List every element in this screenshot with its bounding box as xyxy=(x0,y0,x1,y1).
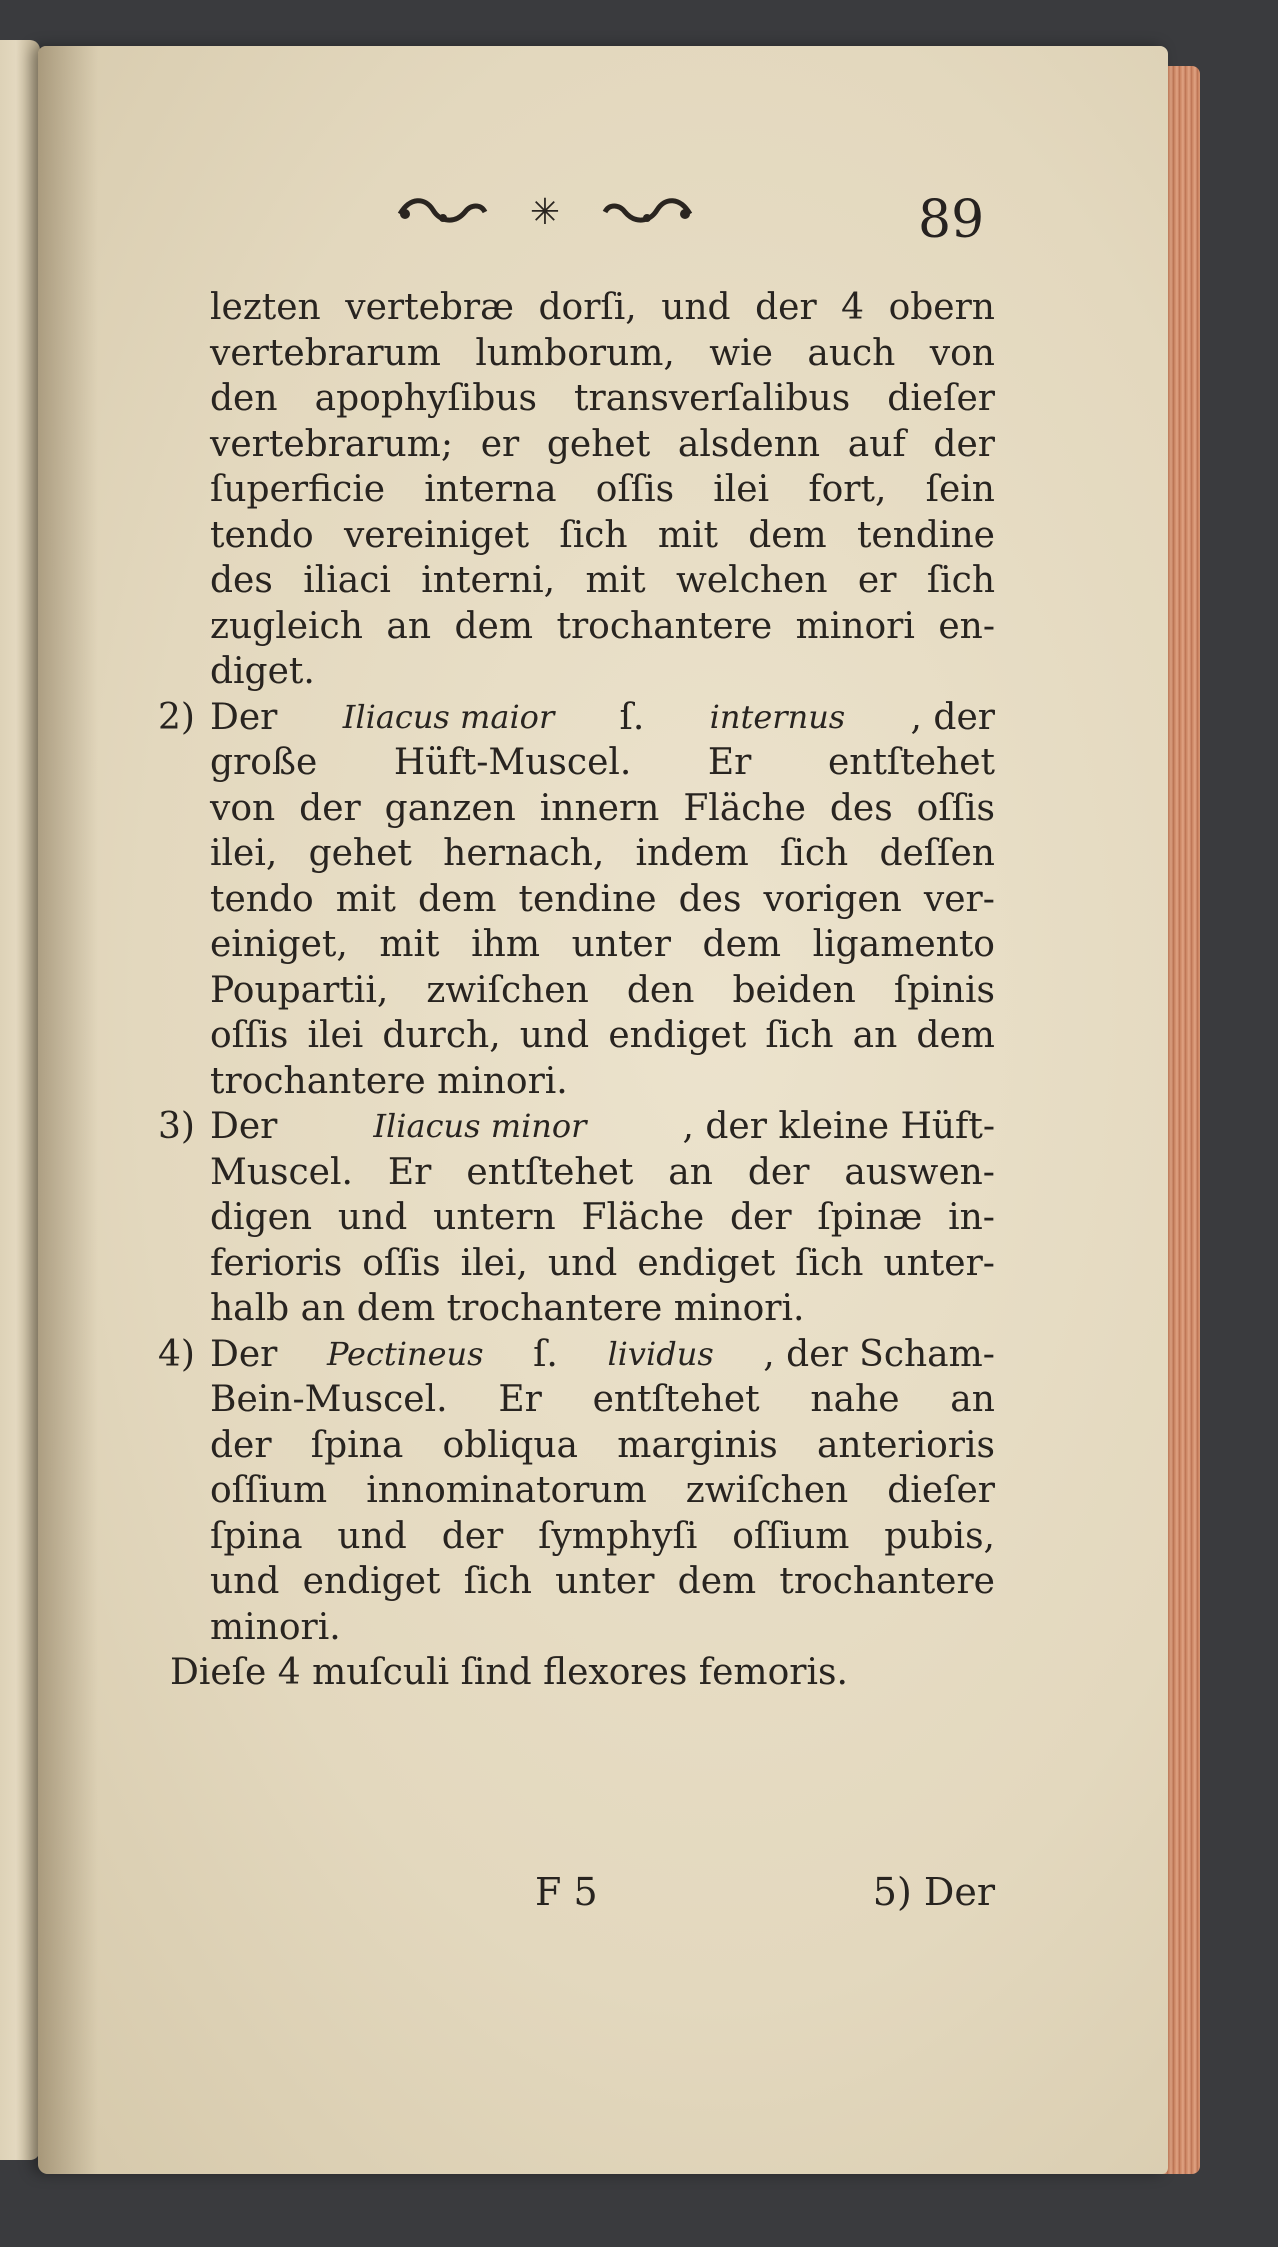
text-line xyxy=(210,1013,995,1059)
word: tendine xyxy=(856,514,995,556)
text-line xyxy=(210,467,995,513)
word: vertebræ xyxy=(345,287,514,328)
text-line xyxy=(210,376,995,422)
heading-word: , der Scham- xyxy=(763,1333,995,1375)
ornament-right-scroll-icon xyxy=(600,192,695,232)
word: endiget xyxy=(302,1561,441,1602)
word: unter xyxy=(555,1561,655,1602)
word: ferioris xyxy=(210,1242,343,1284)
word: und xyxy=(519,1015,590,1056)
section-number: 2) xyxy=(158,696,195,738)
word: und xyxy=(337,1515,407,1557)
word: anterioris xyxy=(816,1424,995,1466)
section-heading xyxy=(158,695,995,741)
word: Bein-Muscel. xyxy=(210,1379,448,1420)
word: ſpinæ xyxy=(817,1197,923,1238)
section-heading xyxy=(158,1332,995,1378)
word: pubis, xyxy=(884,1515,995,1557)
word: oſſis xyxy=(916,787,995,829)
word: Fläche xyxy=(683,787,806,829)
text-line xyxy=(210,1559,995,1605)
word: dem xyxy=(677,1561,757,1602)
word: und xyxy=(661,287,731,328)
word: gehet xyxy=(546,423,651,465)
word: lumborum, xyxy=(475,332,675,374)
text-line xyxy=(210,513,995,559)
page-footer xyxy=(210,1870,995,1920)
closing-line: Dieſe 4 muſculi ſind flexores femoris. xyxy=(170,1652,848,1693)
word: apophyſibus xyxy=(314,378,537,419)
word: vertebrarum; xyxy=(210,423,453,465)
word: dem xyxy=(454,605,534,647)
word: dorſi, xyxy=(538,287,637,328)
word: en- xyxy=(938,605,995,647)
word: und xyxy=(210,1561,280,1602)
word: oſſium xyxy=(732,1515,850,1557)
text-line xyxy=(210,1423,995,1469)
text-line xyxy=(210,1514,995,1560)
word: ganzen xyxy=(384,787,516,829)
word: und xyxy=(547,1242,618,1284)
word: trochantere xyxy=(556,605,773,647)
word: dieſer xyxy=(887,378,995,419)
text-line: minori. xyxy=(210,1606,341,1648)
word: durch, xyxy=(382,1015,501,1056)
word: des xyxy=(210,560,273,601)
word: interni, xyxy=(421,560,556,601)
word: entſtehet xyxy=(466,1151,634,1193)
word: des xyxy=(829,787,893,829)
text-line xyxy=(210,968,995,1014)
word: der xyxy=(299,787,361,829)
heading-word: ſ. xyxy=(619,696,645,738)
word: ſich xyxy=(463,1561,532,1602)
word: der xyxy=(747,1151,810,1193)
header-ornament xyxy=(395,182,695,242)
word: ilei xyxy=(713,469,770,510)
text-line xyxy=(210,331,995,377)
word: Er xyxy=(707,742,752,783)
word: alsdenn xyxy=(677,423,821,465)
word: Er xyxy=(387,1151,432,1193)
muscle-sections xyxy=(158,695,995,1651)
word: oſſis xyxy=(362,1242,441,1284)
word: der xyxy=(755,287,817,328)
word: Muscel. xyxy=(210,1151,353,1193)
word: zugleich xyxy=(210,605,363,647)
word: trochantere xyxy=(779,1561,995,1602)
ornament-left-scroll-icon xyxy=(395,192,490,232)
heading-word: , der kleine Hüft- xyxy=(682,1106,995,1147)
word: ſuperficie xyxy=(210,469,386,510)
word: beiden xyxy=(732,969,856,1011)
word: er xyxy=(480,423,520,465)
word: an xyxy=(386,605,432,647)
heading-word: , der xyxy=(910,696,995,738)
word: entſtehet xyxy=(592,1379,760,1420)
word: einiget, xyxy=(210,924,348,965)
word: ligamento xyxy=(812,924,995,965)
text-line xyxy=(210,1150,995,1196)
word: interna xyxy=(424,469,557,510)
word: ſymphyſi xyxy=(538,1515,698,1557)
muscle-latin-name: Pectineus xyxy=(326,1334,484,1373)
word: Hüft-Muscel. xyxy=(393,742,632,783)
word: der xyxy=(729,1197,792,1238)
page-gutter-shadow xyxy=(38,46,98,2174)
text-line xyxy=(210,1241,995,1287)
word: ſpina xyxy=(210,1515,303,1557)
catchword: 5) Der xyxy=(872,1870,995,1914)
word: innominatorum xyxy=(366,1470,647,1511)
word: marginis xyxy=(617,1424,778,1466)
word: große xyxy=(210,742,318,783)
text-line xyxy=(210,1195,995,1241)
body-text xyxy=(158,285,995,1696)
word: oſſium xyxy=(210,1470,328,1511)
word: endiget xyxy=(608,1015,747,1056)
heading-word: Der xyxy=(210,1333,278,1375)
word: unter- xyxy=(883,1242,995,1284)
muscle-latin-name: Iliacus maior xyxy=(342,697,555,736)
word: unter xyxy=(571,924,671,965)
word: deſſen xyxy=(879,833,995,874)
word: mit xyxy=(379,924,440,965)
word: oſſis xyxy=(210,1015,289,1056)
word: dem xyxy=(417,878,497,920)
muscle-latin-synonym: internus xyxy=(709,697,846,736)
word: wie xyxy=(709,332,773,374)
word: 4 xyxy=(841,287,865,328)
word: iliaci xyxy=(303,560,391,601)
word: den xyxy=(210,378,278,419)
word: ilei, xyxy=(460,1242,528,1284)
word: nahe xyxy=(810,1379,900,1420)
word: den xyxy=(626,969,695,1011)
word: oſſis xyxy=(595,469,675,510)
word: entſtehet xyxy=(827,742,995,783)
word: Poupartii, xyxy=(210,969,389,1011)
word: an xyxy=(950,1379,995,1420)
word: tendine xyxy=(518,878,657,920)
text-line xyxy=(210,1377,995,1423)
word: dem xyxy=(702,924,782,965)
text-line: halb an dem trochantere minori. xyxy=(210,1288,805,1329)
word: mit xyxy=(657,514,718,556)
page-number: 89 xyxy=(918,190,985,250)
word: ſpina xyxy=(310,1424,404,1466)
word: an xyxy=(668,1151,713,1193)
word: minori xyxy=(795,605,915,647)
word: ihm xyxy=(471,924,540,965)
text-line: trochantere minori. xyxy=(210,1060,568,1102)
word: mit xyxy=(585,560,646,601)
word: gehet xyxy=(308,833,412,874)
text-line xyxy=(210,558,995,604)
text-line xyxy=(210,922,995,968)
word: indem xyxy=(635,833,749,874)
word: er xyxy=(857,560,897,601)
left-page-edge xyxy=(0,40,40,2160)
ornament-star-icon: ✳ xyxy=(529,191,561,233)
text-line xyxy=(210,831,995,877)
text-line xyxy=(210,422,995,468)
word: auf xyxy=(847,423,906,465)
word: ſein xyxy=(925,469,995,510)
text-line xyxy=(210,604,995,650)
word: Er xyxy=(498,1379,542,1420)
word: ſich xyxy=(765,1015,834,1056)
word: innern xyxy=(539,787,660,829)
text-line xyxy=(210,786,995,832)
section-number: 3) xyxy=(158,1106,195,1147)
heading-word: ſ. xyxy=(533,1333,558,1375)
word: vertebrarum xyxy=(210,332,441,374)
word: Fläche xyxy=(581,1197,705,1238)
word: ſich xyxy=(780,833,849,874)
text-line: diget. xyxy=(210,651,315,692)
muscle-latin-name: Iliacus minor xyxy=(373,1107,587,1145)
word: transverſalibus xyxy=(574,378,851,419)
word: dem xyxy=(916,1015,995,1056)
word: hernach, xyxy=(443,833,605,874)
word: lezten xyxy=(210,287,321,328)
word: zwiſchen xyxy=(685,1470,849,1511)
muscle-latin-synonym: lividus xyxy=(607,1334,714,1373)
word: ilei xyxy=(307,1015,364,1056)
section-heading xyxy=(158,1104,995,1150)
heading-word: Der xyxy=(210,1106,278,1147)
word: tendo xyxy=(210,514,314,556)
word: untern xyxy=(433,1197,556,1238)
word: auswen- xyxy=(844,1151,995,1193)
word: endiget xyxy=(637,1242,776,1284)
word: zwiſchen xyxy=(426,969,589,1011)
text-line xyxy=(210,285,995,331)
section-number: 4) xyxy=(158,1333,195,1375)
word: obliqua xyxy=(442,1424,578,1466)
word: auch xyxy=(807,332,896,374)
word: der xyxy=(441,1515,504,1557)
word: und xyxy=(337,1197,408,1238)
word: von xyxy=(210,787,276,829)
word: von xyxy=(929,332,995,374)
word: welchen xyxy=(676,560,828,601)
word: ſich xyxy=(795,1242,864,1284)
word: mit xyxy=(335,878,396,920)
signature-mark: F 5 xyxy=(535,1870,598,1914)
word: der xyxy=(933,423,995,465)
word: des xyxy=(678,878,742,920)
word: an xyxy=(852,1015,898,1056)
word: ver- xyxy=(923,878,995,920)
word: ſich xyxy=(559,514,628,556)
word: obern xyxy=(888,287,995,328)
word: ſpinis xyxy=(893,969,995,1011)
word: fort, xyxy=(808,469,887,510)
word: ilei, xyxy=(210,833,278,874)
heading-word: Der xyxy=(210,696,278,738)
opening-paragraph xyxy=(210,285,995,695)
word: dieſer xyxy=(887,1470,995,1511)
word: ſich xyxy=(926,560,995,601)
word: der xyxy=(210,1424,272,1466)
text-line xyxy=(210,877,995,923)
word: dem xyxy=(748,514,827,556)
word: in- xyxy=(948,1197,995,1238)
word: vereiniget xyxy=(343,514,530,556)
text-line xyxy=(210,740,995,786)
word: digen xyxy=(210,1197,313,1238)
text-line xyxy=(210,1468,995,1514)
word: vorigen xyxy=(763,878,902,920)
word: tendo xyxy=(210,878,314,920)
